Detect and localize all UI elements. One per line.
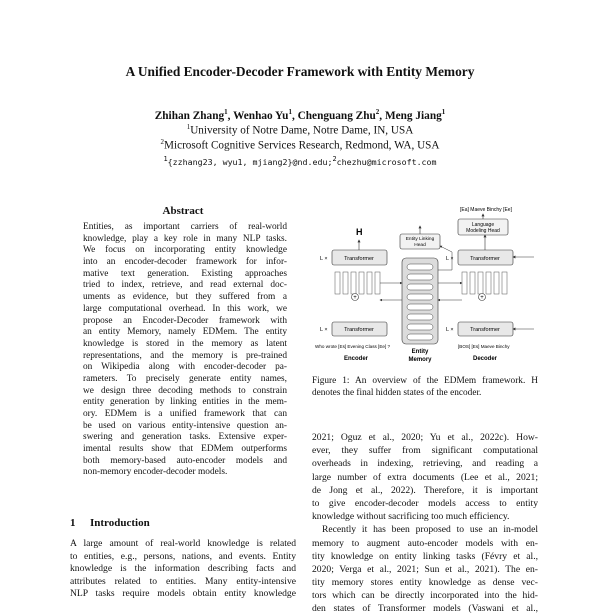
affiliation-1: $^1$University of Notre Dame, Notre Dame, IN, USA (186, 123, 414, 137)
entity-memory-block (402, 258, 438, 344)
body-line: den states of Transformer models (Vaswani et al., (312, 603, 538, 615)
section-number: 1 (70, 517, 76, 529)
body-line: de Jong et al., 2022). Therefore, it is important (312, 484, 538, 496)
abstract-line: uments as evidence, but they suffered from a (83, 292, 287, 303)
figure-edmem-overview (312, 200, 538, 370)
body-line: ever, they suffer from significant computational (312, 445, 538, 457)
abstract-line: Entities, as important carriers of real-world (83, 222, 287, 232)
author-name: Meng Jiang (384, 109, 442, 122)
el-head-label: Entity Linking (405, 237, 435, 242)
abstract-line: imental results show that EDMem outperforms (83, 444, 287, 455)
author-emails: $^1${zzhang23, wyu1, mjiang2}@nd.edu;$^2$chezhu@microsoft.com (163, 155, 437, 167)
svg-text:+: + (353, 295, 357, 301)
abstract-body (83, 222, 287, 479)
body-line: 2020; Verga et al., 2021; Sun et al., 2021). The en- (312, 563, 538, 575)
abstract-line: entity generation by linking entities in the mem- (83, 397, 287, 408)
author-name: Zhihan Zhang (154, 109, 225, 122)
introduction-body (70, 538, 296, 601)
encoder-hidden-columns (335, 272, 380, 294)
h-label: H (356, 227, 363, 237)
abstract-line: representations, and the memory is pre-trained (83, 350, 287, 361)
entity-memory-label: Entity (411, 349, 429, 355)
intro-line: knowledge is the information describing facts and (70, 563, 296, 575)
abstract-line: an entity Memory, namely EDMem. The entity (83, 327, 287, 338)
body-line: tity memory stores entity knowledge as dense vec- (312, 577, 538, 589)
transformer-label: Transformer (470, 327, 500, 333)
el-head-label: Head (414, 243, 426, 248)
figure-caption (312, 375, 538, 399)
decoder-hidden-columns (462, 272, 507, 294)
author-list: Zhihan Zhang$^1$, Wenhao Yu$^1$, Chenguang Zhu$^2$, Meng Jiang$^1$ (154, 108, 446, 122)
author-name: Chenguang Zhu (297, 109, 376, 122)
body-line: Recently it has been proposed to use an in-model (322, 524, 538, 536)
svg-text:+: + (480, 295, 484, 301)
intro-line: to entities, e.g., persons, nations, and events. Entity (70, 550, 296, 562)
abstract-line: non-memory encoder-decoder models. (83, 467, 228, 478)
body-line: memory to augment auto-encoder models with en- (312, 537, 538, 549)
abstract-line: we design three decoding methods to constrain (83, 385, 287, 396)
intro-line: NLP tasks require models obtain entity knowledge (70, 588, 296, 600)
intro-line: A large amount of real-world knowledge is related (70, 538, 296, 549)
body-line: to give encoder-decoder models access to entity (312, 497, 538, 509)
abstract-heading: Abstract (162, 205, 204, 217)
abstract-line: swering and generation tasks. Extensive exper- (83, 432, 287, 443)
abstract-line: We focus on incorporating entity knowledge (83, 245, 287, 256)
layer-count-label: L × (320, 327, 328, 333)
intro-line: attributes related to entities. Many entity-intensive (70, 575, 296, 587)
right-column-body (312, 431, 538, 616)
caption-line: denotes the final hidden states of the encoder. (312, 388, 482, 398)
section-heading-introduction (70, 517, 150, 529)
abstract-line: knowledge, play a key role in many NLP tasks. (83, 233, 287, 244)
author-name: Wenhao Yu (233, 109, 289, 122)
abstract-line: mative text generation. Existing approaches (83, 268, 287, 279)
decoder-input-text: [BOS] [Es] Maeve Binchy (458, 344, 510, 349)
abstract-line: large computational overhead. In this work, we (83, 303, 287, 314)
transformer-label: Transformer (344, 256, 374, 262)
layer-count-label: L × (446, 256, 454, 262)
decoder-output-text: [Ea] Maeve Binchy [Ee] (460, 207, 512, 213)
transformer-label: Transformer (344, 327, 374, 333)
decoder-label: Decoder (472, 356, 498, 362)
lm-head-label: Modeling Head (466, 228, 500, 234)
paper-title: A Unified Encoder-Decoder Framework with Entity Memory (125, 64, 475, 79)
body-line: 2021; Oguz et al., 2020; Yu et al., 2022c). How- (312, 432, 538, 443)
body-line: overheads in indexing, retrieving, and reading a (312, 458, 538, 470)
layer-count-label: L × (320, 256, 328, 262)
transformer-label: Transformer (470, 256, 500, 262)
section-title: Introduction (90, 517, 150, 529)
encoder-input-text: Who wrote [Es] Evening Class [Ee] ? (315, 344, 391, 349)
abstract-line: on Wikipedia along with encoder-decoder pa- (83, 362, 287, 373)
abstract-line: rameters. To precisely generate entity names, (83, 373, 287, 384)
abstract-line: be used on various entity-intensive question an- (83, 420, 287, 431)
affiliation-2: $^2$Microsoft Cognitive Services Research, Redmond, WA, USA (160, 138, 440, 152)
lm-head-label: Language (471, 222, 495, 228)
entity-memory-label: Memory (408, 357, 432, 363)
body-line: tity knowledge on entity linking tasks (Févry et al., (312, 550, 538, 562)
abstract-line: both memory-based auto-encoder models and (83, 455, 287, 466)
abstract-line: propose an Encoder-Decoder framework with (83, 315, 287, 326)
body-line: knowledge without sacrificing too much efficiency. (312, 511, 510, 523)
body-line: large number of extra documents (Lee et al., 2021; (312, 471, 538, 483)
layer-count-label: L × (446, 327, 454, 333)
abstract-line: tried to index, retrieve, and read external doc- (83, 280, 287, 291)
caption-line: Figure 1: An overview of the EDMem framework. H (312, 376, 538, 386)
abstract-line: into an encoder-decoder framework for infor- (83, 257, 287, 268)
encoder-label: Encoder (343, 356, 369, 362)
abstract-line: ory. EDMem is a unified framework that can (83, 409, 287, 419)
abstract-line: knowledge is stored in the memory as latent (83, 338, 287, 349)
body-line: tors which can be directly incorporated into the hid- (312, 590, 538, 602)
